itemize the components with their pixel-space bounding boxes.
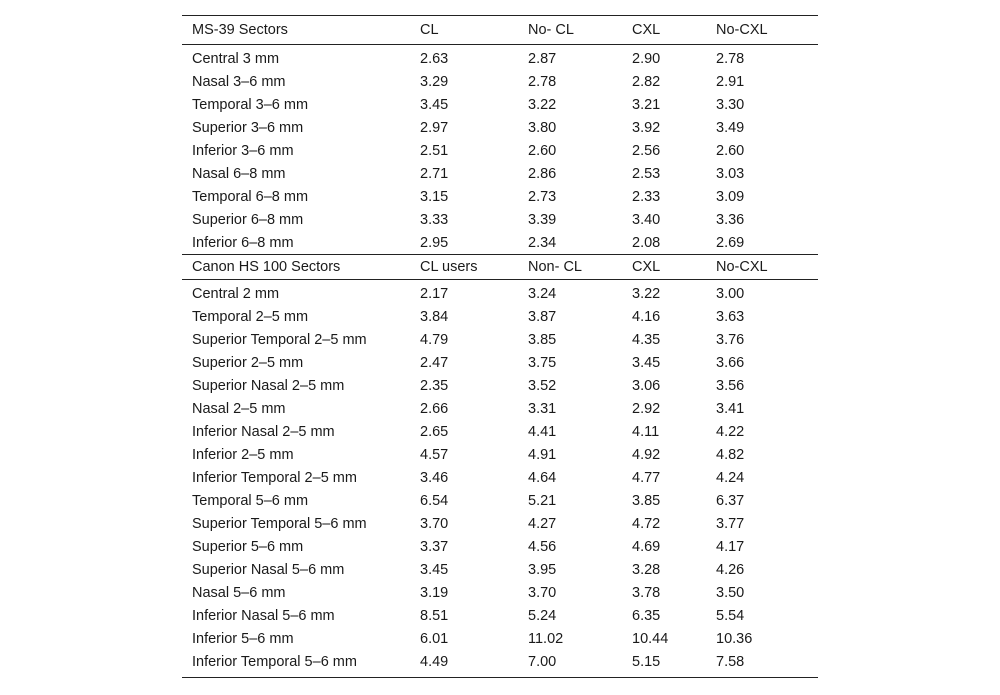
table-cell: 4.16 [632,308,661,325]
table-cell: 3.15 [420,188,449,205]
table-row [182,420,818,443]
table-row [182,397,818,420]
table-row [182,581,818,604]
table-cell: 2.73 [528,188,557,205]
table-cell: 2.51 [420,142,449,159]
table-row [182,466,818,489]
table-cell: 2.87 [528,50,557,67]
table-cell: 2.35 [420,377,449,394]
table-cell: 3.22 [632,285,661,302]
table-cell: 3.50 [716,584,745,601]
table-cell: 3.29 [420,73,449,90]
table-cell: 3.85 [632,492,661,509]
table-row [182,328,818,351]
table-cell: 3.28 [632,561,661,578]
table-cell: 4.91 [528,446,557,463]
table-header-row [182,254,818,280]
table-row [182,443,818,466]
sector-label: Inferior 6–8 mm [192,234,294,251]
table-cell: 3.70 [420,515,449,532]
table-cell: 4.26 [716,561,745,578]
table-row [182,47,818,70]
table-cell: 3.92 [632,119,661,136]
table-cell: 3.36 [716,211,745,228]
table-row [182,116,818,139]
table-cell: 4.35 [632,331,661,348]
sector-label: Superior Nasal 5–6 mm [192,561,345,578]
table-row [182,535,818,558]
column-header: MS-39 Sectors [192,22,288,38]
table-cell: 3.06 [632,377,661,394]
sector-label: Nasal 3–6 mm [192,73,286,90]
table-row [182,231,818,254]
table-header-row [182,15,818,45]
column-header: CL [420,22,439,38]
sector-label: Superior 2–5 mm [192,354,304,371]
table-cell: 3.49 [716,119,745,136]
table-cell: 4.92 [632,446,661,463]
table-cell: 6.35 [632,607,661,624]
column-header: No-CXL [716,259,768,275]
table-row [182,604,818,627]
table-cell: 3.45 [632,354,661,371]
table-cell: 5.21 [528,492,557,509]
table-cell: 3.31 [528,400,557,417]
table-cell: 3.84 [420,308,449,325]
table-cell: 2.60 [716,142,745,159]
table-cell: 3.37 [420,538,449,555]
table-row [182,512,818,535]
table-cell: 6.01 [420,630,449,647]
table-cell: 10.36 [716,630,753,647]
table-cell: 3.80 [528,119,557,136]
table-row [182,489,818,512]
table-cell: 2.63 [420,50,449,67]
table-cell: 3.76 [716,331,745,348]
table-row [182,305,818,328]
table-cell: 4.77 [632,469,661,486]
table-cell: 3.77 [716,515,745,532]
table-cell: 2.78 [716,50,745,67]
table-cell: 4.64 [528,469,557,486]
sector-label: Superior 6–8 mm [192,211,304,228]
table-cell: 4.79 [420,331,449,348]
table-row [182,208,818,231]
sector-label: Superior Temporal 5–6 mm [192,515,367,532]
table-cell: 2.69 [716,234,745,251]
table-row [182,139,818,162]
table-cell: 3.46 [420,469,449,486]
table-cell: 4.41 [528,423,557,440]
table-row [182,282,818,305]
table-cell: 2.34 [528,234,557,251]
table-cell: 2.97 [420,119,449,136]
table-cell: 4.49 [420,653,449,670]
sector-label: Temporal 5–6 mm [192,492,309,509]
table-row [182,627,818,650]
table-cell: 4.27 [528,515,557,532]
sector-label: Central 2 mm [192,285,280,302]
table-row [182,650,818,673]
table-cell: 3.45 [420,561,449,578]
column-header: CXL [632,22,661,38]
column-header: No-CXL [716,22,768,38]
table-cell: 4.24 [716,469,745,486]
table-cell: 6.37 [716,492,745,509]
sector-label: Inferior 3–6 mm [192,142,294,159]
table-cell: 3.40 [632,211,661,228]
table-cell: 3.87 [528,308,557,325]
table-cell: 2.78 [528,73,557,90]
table-cell: 2.47 [420,354,449,371]
table-cell: 5.24 [528,607,557,624]
table-cell: 2.92 [632,400,661,417]
table-cell: 3.33 [420,211,449,228]
table-row [182,185,818,208]
table-cell: 3.19 [420,584,449,601]
column-header: Canon HS 100 Sectors [192,259,341,275]
table-row [182,162,818,185]
table-cell: 2.71 [420,165,449,182]
table-cell: 2.82 [632,73,661,90]
table-cell: 3.95 [528,561,557,578]
table-cell: 11.02 [528,630,564,647]
sector-label: Temporal 3–6 mm [192,96,309,113]
sector-label: Superior 5–6 mm [192,538,304,555]
sector-label: Superior Temporal 2–5 mm [192,331,367,348]
table-cell: 4.17 [716,538,745,555]
table-cell: 2.90 [632,50,661,67]
sector-label: Inferior Temporal 5–6 mm [192,653,357,670]
table-cell: 2.95 [420,234,449,251]
table-cell: 3.66 [716,354,745,371]
table-cell: 2.56 [632,142,661,159]
table-cell: 2.33 [632,188,661,205]
table-cell: 3.22 [528,96,557,113]
sector-label: Temporal 2–5 mm [192,308,309,325]
table-row [182,558,818,581]
table-cell: 2.91 [716,73,745,90]
table-row [182,374,818,397]
table-row [182,93,818,116]
table-cell: 6.54 [420,492,449,509]
column-header: Non- CL [528,259,582,275]
table-cell: 3.75 [528,354,557,371]
table-cell: 3.56 [716,377,745,394]
sector-label: Nasal 2–5 mm [192,400,286,417]
table-cell: 5.15 [632,653,661,670]
table-cell: 3.41 [716,400,745,417]
table-cell: 7.58 [716,653,745,670]
table-cell: 4.11 [632,423,660,440]
table-cell: 2.65 [420,423,449,440]
table-cell: 3.85 [528,331,557,348]
column-header: No- CL [528,22,574,38]
sector-label: Inferior Nasal 5–6 mm [192,607,335,624]
table-cell: 3.78 [632,584,661,601]
table-cell: 2.17 [420,285,449,302]
table-cell: 3.09 [716,188,745,205]
sectors-table [182,15,818,678]
table-cell: 7.00 [528,653,557,670]
column-header: CL users [420,259,478,275]
sector-label: Inferior Nasal 2–5 mm [192,423,335,440]
table-cell: 3.45 [420,96,449,113]
sector-label: Nasal 5–6 mm [192,584,286,601]
table-cell: 10.44 [632,630,669,647]
sector-label: Inferior 5–6 mm [192,630,294,647]
table-cell: 3.00 [716,285,745,302]
table-cell: 3.39 [528,211,557,228]
table-cell: 3.03 [716,165,745,182]
sector-label: Central 3 mm [192,50,280,67]
table-cell: 2.08 [632,234,661,251]
table-cell: 8.51 [420,607,449,624]
table-cell: 4.72 [632,515,661,532]
table-cell: 4.22 [716,423,745,440]
table-cell: 4.69 [632,538,661,555]
sector-label: Inferior Temporal 2–5 mm [192,469,357,486]
table-cell: 3.70 [528,584,557,601]
table-cell: 3.52 [528,377,557,394]
table-cell: 2.53 [632,165,661,182]
table-cell: 3.30 [716,96,745,113]
table-cell: 4.56 [528,538,557,555]
sector-label: Superior Nasal 2–5 mm [192,377,345,394]
table-cell: 4.82 [716,446,745,463]
table-cell: 5.54 [716,607,745,624]
table-cell: 3.63 [716,308,745,325]
column-header: CXL [632,259,661,275]
table-cell: 4.57 [420,446,449,463]
table-bottom-rule [182,677,818,678]
table-row [182,351,818,374]
table-cell: 2.60 [528,142,557,159]
table-cell: 3.24 [528,285,557,302]
table-row [182,70,818,93]
sector-label: Nasal 6–8 mm [192,165,286,182]
sector-label: Temporal 6–8 mm [192,188,309,205]
sector-label: Inferior 2–5 mm [192,446,294,463]
table-cell: 2.66 [420,400,449,417]
table-cell: 3.21 [632,96,661,113]
table-cell: 2.86 [528,165,557,182]
sector-label: Superior 3–6 mm [192,119,304,136]
